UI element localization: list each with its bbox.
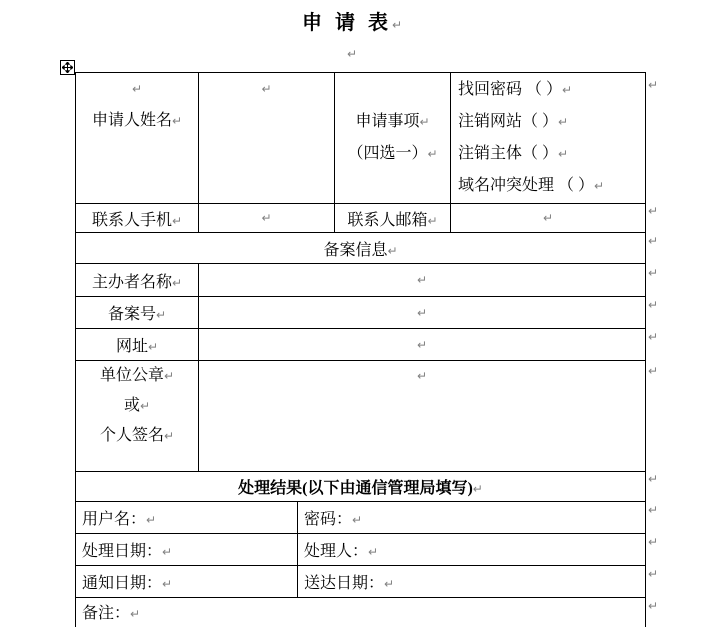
option-domain-conflict: 域名冲突处理 （ ）↵ (458, 177, 605, 194)
filing-number-label-cell (76, 297, 199, 329)
row-end-paragraph-mark: ↵ (648, 298, 659, 312)
paragraph-mark: ↵ (146, 513, 157, 527)
paragraph-mark: ↵ (562, 83, 573, 97)
processing-date-cell[interactable] (76, 534, 298, 566)
filing-info-section-header-cell (76, 233, 646, 264)
contact-phone-label-cell (76, 204, 199, 233)
option-cancel-subject: 注销主体（ ）↵ (458, 145, 569, 162)
paragraph-mark: ↵ (419, 115, 430, 129)
application-matter-label: 申请事项 (355, 113, 420, 130)
filing-number-label: 备案号 (107, 306, 156, 323)
username-label: 用户名： (82, 511, 147, 528)
applicant-name-label-cell (76, 73, 199, 204)
application-form-table (75, 72, 646, 627)
contact-email-input-cell[interactable] (451, 204, 646, 233)
table-row (76, 329, 646, 361)
processor-label: 处理人： (304, 543, 369, 560)
form-title: 申 请 表 (301, 12, 392, 34)
processing-date-label: 处理日期： (82, 543, 163, 560)
row-end-paragraph-mark: ↵ (648, 204, 659, 218)
personal-signature-label: 个人签名 (99, 427, 164, 444)
application-matter-label-cell (335, 73, 451, 204)
paragraph-mark: ↵ (346, 47, 358, 61)
filing-number-input-cell[interactable] (199, 297, 646, 329)
empty-paragraph (0, 45, 704, 63)
row-end-paragraph-mark: ↵ (648, 78, 659, 92)
organizer-name-label: 主办者名称 (91, 273, 172, 291)
table-row (76, 534, 646, 566)
row-end-paragraph-mark: ↵ (648, 330, 659, 344)
table-row (76, 502, 646, 534)
paragraph-mark: ↵ (139, 399, 151, 413)
notification-date-label: 通知日期： (82, 575, 163, 592)
paragraph-mark: ↵ (171, 275, 183, 290)
seal-or-signature-label-cell (76, 361, 199, 472)
website-input-cell[interactable] (199, 329, 646, 361)
table-row (76, 598, 646, 627)
paragraph-mark: ↵ (162, 545, 173, 559)
row-end-paragraph-mark: ↵ (648, 503, 659, 517)
paragraph-mark: ↵ (368, 545, 379, 559)
row-end-paragraph-mark: ↵ (648, 599, 659, 613)
contact-phone-input-cell[interactable] (199, 204, 335, 233)
contact-email-label-cell (335, 204, 451, 233)
application-options-cell[interactable] (451, 73, 646, 204)
paragraph-mark: ↵ (391, 18, 403, 32)
paragraph-mark: ↵ (163, 369, 175, 383)
option-cancel-website: 注销网站（ ）↵ (458, 113, 569, 130)
website-label-cell (76, 329, 199, 361)
paragraph-mark: ↵ (594, 179, 605, 193)
applicant-name-input-cell[interactable] (199, 73, 335, 204)
processor-cell[interactable] (298, 534, 646, 566)
paragraph-mark: ↵ (261, 82, 272, 96)
notification-date-cell[interactable] (76, 566, 298, 598)
paragraph-mark: ↵ (261, 211, 272, 225)
password-label: 密码： (304, 511, 353, 528)
paragraph-mark: ↵ (558, 147, 569, 161)
or-label: 或 (123, 397, 140, 414)
unit-seal-label: 单位公章 (99, 367, 164, 384)
delivery-date-cell[interactable] (298, 566, 646, 598)
password-cell[interactable] (298, 502, 646, 534)
website-label: 网址 (115, 338, 148, 355)
paragraph-mark: ↵ (472, 482, 483, 496)
row-end-paragraph-mark: ↵ (648, 535, 659, 549)
table-row (76, 233, 646, 264)
table-row (76, 73, 646, 204)
seal-or-signature-input-cell[interactable] (199, 361, 646, 472)
move-icon (62, 62, 73, 73)
paragraph-mark: ↵ (130, 607, 141, 621)
paragraph-mark: ↵ (352, 513, 363, 527)
row-end-paragraph-mark: ↵ (648, 234, 659, 248)
username-cell[interactable] (76, 502, 298, 534)
table-row (76, 204, 646, 233)
remarks-cell[interactable] (76, 598, 646, 627)
paragraph-mark: ↵ (155, 308, 167, 322)
table-row (76, 566, 646, 598)
table-row (76, 297, 646, 329)
option-retrieve-password: 找回密码 （ ）↵ (458, 81, 573, 98)
row-end-paragraph-mark: ↵ (648, 472, 659, 486)
paragraph-mark: ↵ (147, 340, 159, 354)
paragraph-mark: ↵ (416, 337, 428, 352)
paragraph-mark: ↵ (171, 213, 183, 228)
delivery-date-label: 送达日期： (304, 575, 385, 592)
paragraph-mark: ↵ (162, 577, 173, 591)
paragraph-mark: ↵ (427, 147, 438, 161)
table-move-handle[interactable] (60, 60, 75, 75)
paragraph-mark: ↵ (387, 243, 398, 258)
choose-one-of-four-label: （四选一） (347, 145, 428, 162)
table-row (76, 361, 646, 472)
paragraph-mark: ↵ (163, 429, 175, 443)
paragraph-mark: ↵ (542, 211, 554, 225)
processing-result-section-header: 处理结果(以下由通信管理局填写) (238, 480, 473, 497)
organizer-name-input-cell[interactable] (199, 264, 646, 297)
contact-phone-label: 联系人手机 (91, 211, 172, 229)
form-title-line (0, 6, 704, 35)
remarks-label: 备注： (82, 605, 131, 622)
paragraph-mark: ↵ (171, 114, 183, 128)
applicant-name-label: 申请人姓名 (91, 112, 172, 129)
filing-info-section-header: 备案信息 (323, 241, 388, 259)
paragraph-mark: ↵ (416, 369, 428, 383)
contact-email-label: 联系人邮箱 (347, 211, 428, 229)
row-end-paragraph-mark: ↵ (648, 266, 659, 280)
row-end-paragraph-mark: ↵ (648, 364, 659, 378)
organizer-name-label-cell (76, 264, 199, 297)
paragraph-mark: ↵ (427, 213, 438, 228)
table-row (76, 264, 646, 297)
paragraph-mark: ↵ (384, 577, 395, 591)
paragraph-mark: ↵ (416, 273, 428, 287)
paragraph-mark: ↵ (558, 115, 569, 129)
table-row (76, 472, 646, 502)
paragraph-mark: ↵ (131, 82, 143, 96)
processing-result-section-header-cell (76, 472, 646, 502)
paragraph-mark: ↵ (416, 305, 428, 320)
row-end-paragraph-mark: ↵ (648, 567, 659, 581)
